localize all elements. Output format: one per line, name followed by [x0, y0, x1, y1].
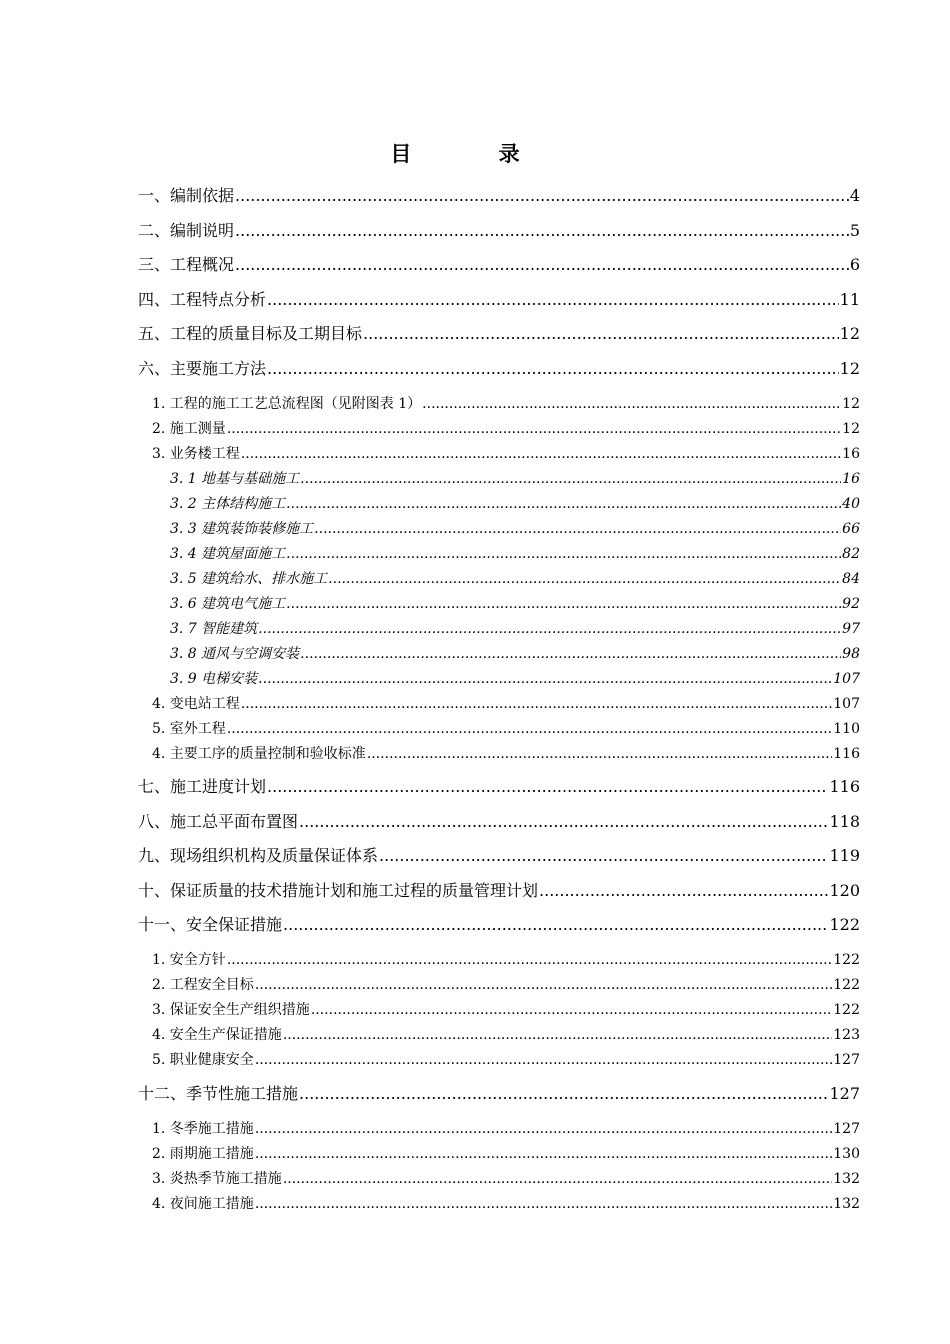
toc-entry-label: 2. 雨期施工措施 [152, 1146, 254, 1162]
toc-entry-label: 3. 炎热季节施工措施 [152, 1171, 282, 1187]
toc-entry-label: 一、编制依据 [138, 186, 235, 205]
toc-entry-label: 1. 工程的施工工艺总流程图（见附图表 1） [152, 396, 422, 412]
toc-entry[interactable] [152, 394, 860, 414]
page-title: 目 录 [390, 141, 560, 166]
toc-entry-label: 3. 保证安全生产组织措施 [152, 1002, 310, 1018]
toc-page-number: 116 [833, 746, 860, 762]
toc-page-number: 110 [833, 721, 860, 737]
toc-page-number: 130 [833, 1146, 860, 1162]
toc-page-number: 6 [849, 255, 860, 274]
toc-entry[interactable] [170, 644, 860, 664]
toc-leader-dots [299, 1082, 828, 1106]
toc-leader-dots [235, 184, 849, 208]
toc-page-number: 123 [833, 1027, 860, 1043]
toc-leader-dots [267, 775, 828, 799]
toc-page-number: 84 [842, 571, 860, 587]
toc-page-number: 40 [842, 496, 860, 512]
toc-entry-label: 5. 职业健康安全 [152, 1052, 254, 1068]
toc-entry[interactable] [152, 744, 860, 764]
toc-page-number: 98 [842, 646, 860, 662]
toc-page-number: 97 [842, 621, 860, 637]
toc-page-number: 16 [842, 471, 860, 487]
toc-leader-dots [379, 844, 828, 868]
toc-leader-dots [255, 1194, 832, 1214]
toc-entry-label: 4. 夜间施工措施 [152, 1196, 254, 1212]
toc-entry-label: 3. 业务楼工程 [152, 446, 240, 462]
toc-leader-dots [227, 950, 832, 970]
toc-page-number: 66 [842, 521, 860, 537]
toc-page-number: 4 [849, 186, 860, 205]
toc-entry-label: 六、主要施工方法 [138, 359, 267, 378]
toc-leader-dots [227, 419, 841, 439]
toc-leader-dots [367, 744, 832, 764]
toc-entry-label: 3. 2 主体结构施工 [170, 496, 286, 512]
toc-page-number: 12 [839, 359, 860, 378]
toc-leader-dots [286, 544, 841, 564]
toc-page-number: 116 [829, 777, 860, 796]
toc-leader-dots [300, 469, 841, 489]
toc-leader-dots [286, 494, 841, 514]
toc-page-number: 122 [833, 1002, 860, 1018]
toc-entry[interactable] [152, 1194, 860, 1214]
toc-entry[interactable] [152, 1144, 860, 1164]
toc-leader-dots [314, 519, 841, 539]
toc-page-number: 107 [833, 671, 860, 687]
toc-entry-label: 3. 6 建筑电气施工 [170, 596, 286, 612]
toc-entry-label: 3. 1 地基与基础施工 [170, 471, 300, 487]
toc-page-number: 12 [842, 421, 860, 437]
toc-page-number: 12 [839, 324, 860, 343]
toc-entry-label: 2. 工程安全目标 [152, 977, 254, 993]
toc-entry[interactable] [170, 594, 860, 614]
toc-entry-label: 3. 3 建筑装饰装修施工 [170, 521, 314, 537]
toc-leader-dots [311, 1000, 832, 1020]
toc-entry-label: 4. 变电站工程 [152, 696, 240, 712]
toc-leader-dots [363, 322, 839, 346]
toc-page-number: 11 [839, 290, 860, 309]
toc-page-number: 132 [833, 1196, 860, 1212]
toc-page-number: 12 [842, 396, 860, 412]
toc-entry[interactable] [138, 775, 860, 799]
toc-entry[interactable] [152, 694, 860, 714]
toc-entry-label: 三、工程概况 [138, 255, 235, 274]
toc-entry-label: 七、施工进度计划 [138, 777, 267, 796]
toc-leader-dots [241, 694, 832, 714]
toc-entry-label: 十、保证质量的技术措施计划和施工过程的质量管理计划 [138, 881, 539, 900]
toc-leader-dots [267, 357, 839, 381]
toc-entry[interactable] [138, 913, 860, 937]
toc-entry-label: 3. 9 电梯安装 [170, 671, 258, 687]
toc-entry-label: 4. 主要工序的质量控制和验收标准 [152, 746, 366, 762]
toc-entry[interactable] [170, 619, 860, 639]
toc-entry[interactable] [152, 1050, 860, 1070]
toc-page-number: 122 [833, 952, 860, 968]
toc-entry[interactable] [170, 544, 860, 564]
toc-entry[interactable] [152, 444, 860, 464]
toc-page-number: 120 [829, 881, 860, 900]
toc-entry-label: 五、工程的质量目标及工期目标 [138, 324, 363, 343]
toc-entry-label: 1. 冬季施工措施 [152, 1121, 254, 1137]
toc-page-number: 127 [829, 1084, 860, 1103]
toc-page-number: 122 [833, 977, 860, 993]
toc-entry[interactable] [170, 519, 860, 539]
toc-entry[interactable] [138, 810, 860, 834]
toc-leader-dots [300, 644, 841, 664]
toc-page-number: 122 [829, 915, 860, 934]
toc-entry[interactable] [138, 322, 860, 346]
toc-entry[interactable] [152, 1169, 860, 1189]
toc-leader-dots [258, 619, 841, 639]
toc-entry[interactable] [138, 844, 860, 868]
toc-leader-dots [258, 669, 832, 689]
toc-entry-label: 十一、安全保证措施 [138, 915, 283, 934]
toc-entry[interactable] [138, 288, 860, 312]
toc-entry[interactable] [138, 253, 860, 277]
toc-entry-label: 3. 8 通风与空调安装 [170, 646, 300, 662]
toc-page-number: 127 [833, 1052, 860, 1068]
toc-leader-dots [241, 444, 841, 464]
toc-entry[interactable] [152, 719, 860, 739]
toc-leader-dots [539, 879, 828, 903]
toc-entry-label: 5. 室外工程 [152, 721, 226, 737]
toc-entry-label: 十二、季节性施工措施 [138, 1084, 299, 1103]
toc-entry-label: 八、施工总平面布置图 [138, 812, 299, 831]
toc-leader-dots [286, 594, 841, 614]
toc-entry[interactable] [138, 357, 860, 381]
toc-leader-dots [255, 1050, 832, 1070]
toc-entry[interactable] [152, 1025, 860, 1045]
toc-leader-dots [235, 253, 849, 277]
toc-entry-label: 四、工程特点分析 [138, 290, 267, 309]
toc-entry[interactable] [138, 879, 860, 903]
toc-leader-dots [235, 219, 849, 243]
toc-entry[interactable] [170, 469, 860, 489]
toc-entry-label: 3. 7 智能建筑 [170, 621, 258, 637]
toc-page-number: 107 [833, 696, 860, 712]
toc-entry[interactable] [138, 1082, 860, 1106]
toc-leader-dots [227, 719, 832, 739]
toc-entry[interactable] [152, 1119, 860, 1139]
toc-entry[interactable] [138, 219, 860, 243]
toc-page-number: 16 [842, 446, 860, 462]
toc-page-number: 132 [833, 1171, 860, 1187]
toc-entry[interactable] [170, 669, 860, 689]
toc-page-number: 82 [842, 546, 860, 562]
toc-entry[interactable] [170, 569, 860, 589]
toc-leader-dots [283, 913, 828, 937]
toc-page-number: 127 [833, 1121, 860, 1137]
toc-entry[interactable] [170, 494, 860, 514]
toc-page-number: 5 [849, 221, 860, 240]
toc-entry-label: 3. 5 建筑给水、排水施工 [170, 571, 328, 587]
toc-page-number: 119 [829, 846, 860, 865]
toc-entry-label: 九、现场组织机构及质量保证体系 [138, 846, 379, 865]
toc-page-number: 118 [829, 812, 860, 831]
toc-entry[interactable] [138, 184, 860, 208]
toc-entry[interactable] [152, 950, 860, 970]
toc-entry[interactable] [152, 419, 860, 439]
toc-page-number: 92 [842, 596, 860, 612]
toc-entry[interactable] [152, 1000, 860, 1020]
toc-leader-dots [267, 288, 839, 312]
toc-leader-dots [255, 975, 832, 995]
toc-leader-dots [422, 394, 841, 414]
toc-leader-dots [283, 1025, 832, 1045]
toc-entry-label: 2. 施工测量 [152, 421, 226, 437]
toc-entry[interactable] [152, 975, 860, 995]
toc-leader-dots [328, 569, 841, 589]
toc-entry-label: 4. 安全生产保证措施 [152, 1027, 282, 1043]
toc-entry-label: 1. 安全方针 [152, 952, 226, 968]
toc-leader-dots [299, 810, 828, 834]
toc-leader-dots [255, 1119, 832, 1139]
toc-entry-label: 3. 4 建筑屋面施工 [170, 546, 286, 562]
toc-leader-dots [283, 1169, 832, 1189]
toc-leader-dots [255, 1144, 832, 1164]
toc-entry-label: 二、编制说明 [138, 221, 235, 240]
